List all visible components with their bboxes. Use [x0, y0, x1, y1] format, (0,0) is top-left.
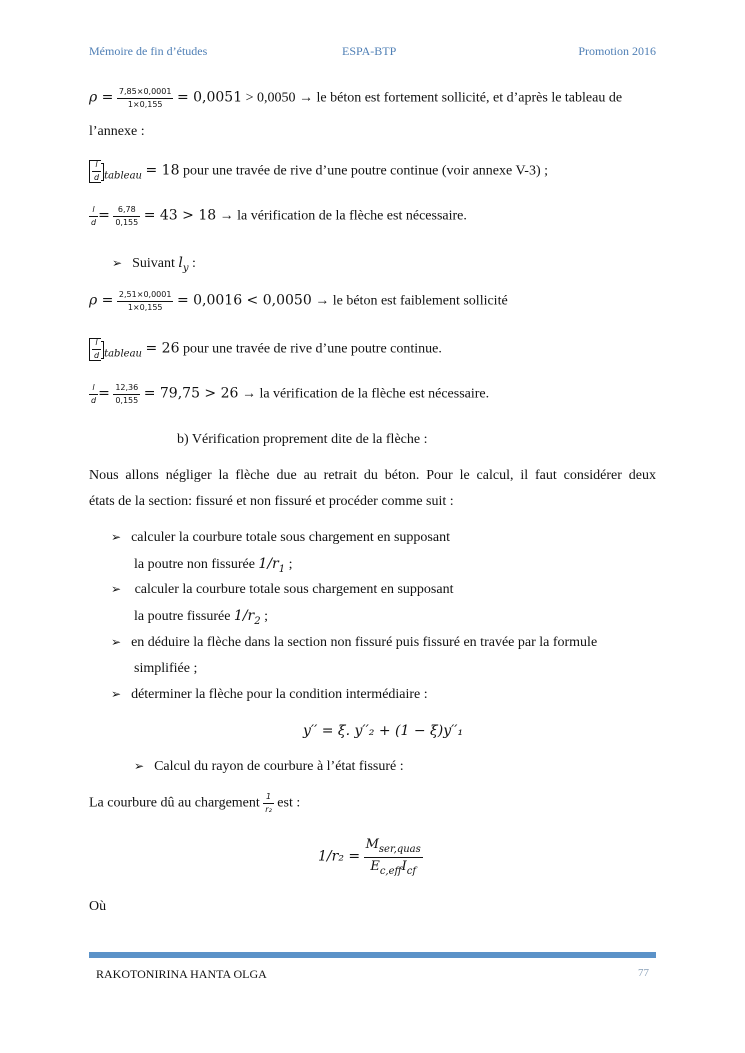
list-item-3-cont: simplifiée ; [134, 661, 198, 676]
list-item-1: ➢ calculer la courbure totale sous chargement en supposant [111, 530, 450, 545]
header-center: ESPA-BTP [342, 44, 397, 58]
page-number: 77 [638, 967, 649, 979]
paragraph-line-1: Nous allons négliger la flèche due au retrait du béton. Pour le calcul, il faut considérer deux [89, 468, 656, 483]
arrow-bullet-icon: ➢ [111, 687, 122, 701]
rho-line-2: ρ = $\frac{2,51\times 0,0001}{1\times 0,155}$ = 0,0016 < 0,0050 → le béton est faiblement sollicité [89, 290, 508, 312]
ratio-tableau-line-1: $\frac{l}{d}$ $_{tableau}$ = 18 pour une travée de rive d’une poutre continue (voir annexe V-3) ; [89, 160, 548, 183]
formula-curvature: 1/r₂ = $\frac{M_{ser,quas}}{E_{c,eff}I_{cf}}$ [318, 837, 421, 877]
header-left: Mémoire de fin d’études [89, 44, 208, 58]
formula-deflection: y′′ = ξ. y′′₂ + (1 − ξ)y′′₁ [303, 723, 464, 739]
arrow-bullet-icon: ➢ [111, 635, 122, 649]
list-item-2: ➢ calculer la courbure totale sous chargement en supposant [111, 582, 454, 597]
bullet-rayon-courbure: ➢ Calcul du rayon de courbure à l’état fissuré : [134, 759, 404, 774]
list-item-3: ➢ en déduire la flèche dans la section non fissuré puis fissuré en travée par la formule [111, 635, 598, 650]
list-item-4: ➢ déterminer la flèche pour la condition intermédiaire : [111, 687, 428, 702]
rho-line-1: ρ = $\frac{7,85\times 0,0001}{1\times 0,155}$ = 0,0051 > 0,0050 → le béton est fortement sollicité, et d’après le tableau de [89, 87, 623, 109]
footer-author: RAKOTONIRINA HANTA OLGA [96, 967, 267, 981]
list-item-1-cont: la poutre non fissurée $1/r_1$ ; [134, 556, 293, 575]
section-heading-b: b) Vérification proprement dite de la flèche : [177, 432, 428, 447]
ratio-tableau-line-2: $\frac{l}{d}$ $_{tableau}$ = 26 pour une travée de rive d’une poutre continue. [89, 338, 442, 361]
courbure-line: La courbure dû au chargement $\frac{1}{\text{r₂}}$ est : [89, 792, 301, 814]
list-item-2-cont: la poutre fissurée $1/r_2$ ; [134, 608, 269, 627]
annexe-line: l’annexe : [89, 124, 145, 139]
ratio-line-1: $\frac{l}{d}$ = $\frac{6,78}{0,155}$ = 43 > 18 → la vérification de la flèche est nécessaire. [91, 205, 467, 227]
arrow-bullet-icon: ➢ [112, 256, 123, 270]
paragraph-line-2: états de la section: fissuré et non fissuré et procéder comme suit : [89, 494, 454, 509]
arrow-bullet-icon: ➢ [134, 759, 145, 773]
arrow-bullet-icon: ➢ [111, 582, 122, 596]
bullet-suivant-ly: ➢ Suivant $l_y$ : [112, 255, 196, 274]
ratio-line-2: $\frac{l}{d}$ = $\frac{12,36}{0,155}$ = 79,75 > 26 → la vérification de la flèche est nécessaire. [91, 383, 490, 405]
ou-line: Où [89, 899, 107, 914]
arrow-bullet-icon: ➢ [111, 530, 122, 544]
header-right: Promotion 2016 [578, 44, 656, 58]
footer-bar [89, 952, 656, 958]
